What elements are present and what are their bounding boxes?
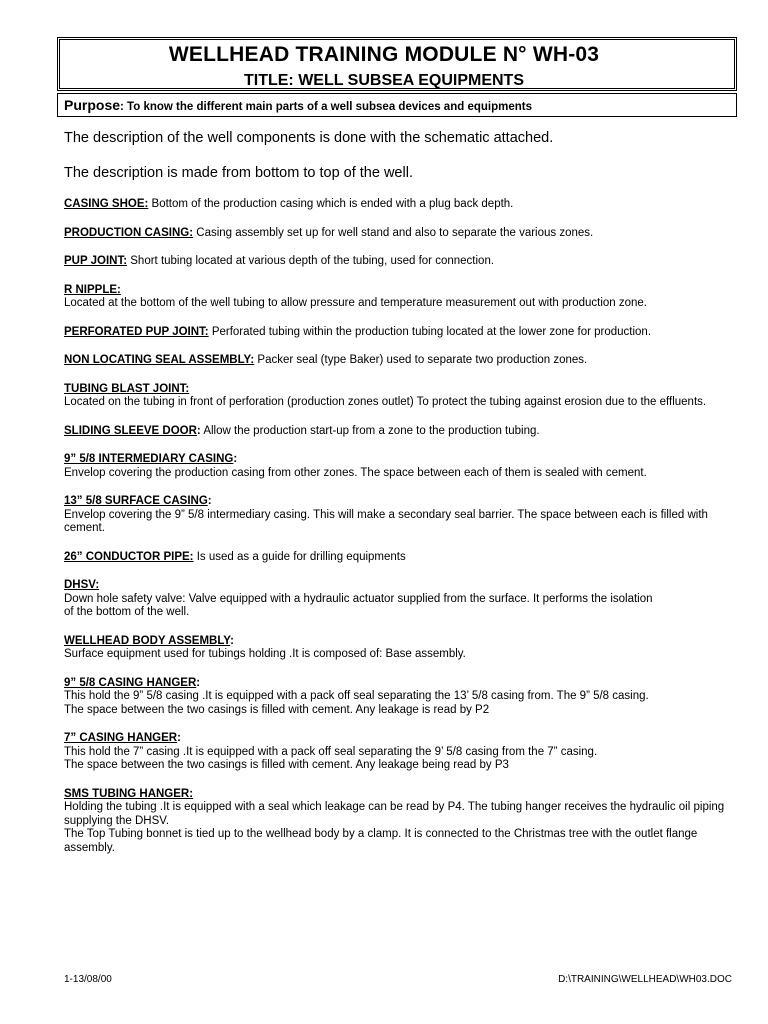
intro-paragraph: The description is made from bottom to top of the well. bbox=[64, 165, 413, 181]
section-desc: Bottom of the production casing which is ended with a plug back depth. bbox=[148, 198, 514, 210]
section-desc: The space between the two casings is filled with cement. Any leakage being read by P3 bbox=[64, 759, 509, 771]
section-wellhead-body bbox=[64, 635, 736, 662]
section-desc: Envelop covering the 9” 5/8 intermediary casing. This will make a secondary seal barrier. The space between each is filled with cement. bbox=[64, 508, 708, 534]
section-colon: : bbox=[196, 424, 201, 437]
section-term: SMS TUBING HANGER: bbox=[64, 787, 194, 800]
section-term: PERFORATED PUP JOINT: bbox=[64, 325, 209, 338]
section-intermediary-casing bbox=[64, 453, 736, 480]
section-sliding-sleeve-door bbox=[64, 425, 736, 439]
section-desc: Holding the tubing .It is equipped with a seal which leakage can be read by P4. The tubing hanger receives the hydraulic oil piping supplying the DHSV. bbox=[64, 801, 725, 827]
section-desc: Casing assembly set up for well stand and also to separate the various zones. bbox=[193, 226, 594, 239]
section-sms-tubing-hanger bbox=[64, 788, 736, 856]
document-subtitle: TITLE: WELL SUBSEA EQUIPMENTS bbox=[243, 72, 524, 89]
section-term: SLIDING SLEEVE DOOR bbox=[64, 424, 197, 437]
section-conductor-pipe bbox=[64, 551, 736, 565]
section-desc: Is used as a guide for drilling equipments bbox=[193, 550, 406, 563]
document-title: WELLHEAD TRAINING MODULE N° WH-03 bbox=[168, 43, 600, 66]
section-term: WELLHEAD BODY ASSEMBLY bbox=[64, 634, 231, 647]
section-term: 13” 5/8 SURFACE CASING bbox=[64, 495, 208, 507]
section-colon: : bbox=[233, 453, 238, 465]
section-term: PUP JOINT: bbox=[64, 255, 128, 267]
section-pup-joint bbox=[64, 255, 736, 269]
section-term: DHSV: bbox=[64, 579, 100, 591]
section-term: CASING SHOE: bbox=[64, 198, 149, 210]
intro-paragraph: The description of the well components is done with the schematic attached. bbox=[64, 130, 554, 146]
purpose-box bbox=[57, 93, 737, 117]
section-desc: Located at the bottom of the well tubing to allow pressure and temperature measurement out with production zone. bbox=[64, 297, 648, 309]
section-colon: : bbox=[230, 634, 234, 647]
section-desc: Surface equipment used for tubings holding .It is composed of: Base assembly. bbox=[64, 648, 466, 660]
footer-file-path: D:\TRAINING\WELLHEAD\WH03.DOC bbox=[558, 974, 732, 985]
section-perforated-pup-joint bbox=[64, 326, 736, 340]
section-term: 7” CASING HANGER bbox=[64, 732, 178, 744]
purpose-text: To know the different main parts of a well subsea devices and equipments bbox=[123, 101, 532, 113]
section-casing-shoe bbox=[64, 198, 736, 212]
section-desc: Envelop covering the production casing from other zones. The space between each of them is sealed with cement. bbox=[64, 466, 647, 479]
purpose-colon: : bbox=[120, 101, 124, 113]
section-non-locating-seal bbox=[64, 354, 736, 368]
section-desc: Short tubing located at various depth of the tubing, used for connection. bbox=[127, 255, 495, 267]
section-dhsv bbox=[64, 579, 736, 620]
section-desc: Located on the tubing in front of perforation (production zones outlet) To protect the tubing against erosion due to the effluents. bbox=[64, 396, 707, 408]
purpose-label: Purpose bbox=[64, 97, 121, 113]
section-desc: This hold the 9” 5/8 casing .It is equipped with a pack off seal separating the 13’ 5/8 casing from. The 9” 5/8 casing. bbox=[64, 690, 649, 702]
section-desc: Down hole safety valve: Valve equipped with a hydraulic actuator supplied from the surface. It performs the isolation bbox=[64, 592, 653, 605]
section-tubing-blast-joint bbox=[64, 383, 736, 410]
section-production-casing bbox=[64, 227, 736, 241]
section-term: 26” CONDUCTOR PIPE: bbox=[64, 550, 194, 563]
section-desc: This hold the 7” casing .It is equipped with a pack off seal separating the 9’ 5/8 casing from the 7” casing. bbox=[64, 745, 598, 758]
section-casing-hanger-958 bbox=[64, 677, 736, 718]
section-desc: The space between the two casings is filled with cement. Any leakage is read by P2 bbox=[64, 703, 490, 716]
section-colon: : bbox=[177, 732, 181, 744]
section-desc: The Top Tubing bonnet is tied up to the wellhead body by a clamp. It is connected to the Christmas tree with the outlet flange assembly. bbox=[64, 828, 698, 854]
section-colon: : bbox=[196, 676, 201, 689]
footer-date: 1-13/08/00 bbox=[64, 974, 112, 985]
section-term: TUBING BLAST JOINT: bbox=[64, 382, 190, 395]
section-casing-hanger-7 bbox=[64, 732, 736, 773]
section-desc: Allow the production start-up from a zone to the production tubing. bbox=[200, 424, 540, 437]
section-term: 9” 5/8 INTERMEDIARY CASING bbox=[64, 453, 234, 465]
section-r-nipple bbox=[64, 284, 736, 311]
section-desc: of the bottom of the well. bbox=[64, 606, 190, 618]
section-desc: Perforated tubing within the production tubing located at the lower zone for production. bbox=[208, 325, 652, 338]
section-colon: : bbox=[207, 495, 212, 507]
section-desc: Packer seal (type Baker) used to separate two production zones. bbox=[254, 354, 588, 366]
section-term: PRODUCTION CASING: bbox=[64, 226, 194, 239]
section-term: 9” 5/8 CASING HANGER bbox=[64, 676, 197, 689]
section-term: NON LOCATING SEAL ASSEMBLY: bbox=[64, 354, 255, 366]
document-body bbox=[64, 130, 736, 870]
section-surface-casing bbox=[64, 495, 736, 536]
section-term: R NIPPLE: bbox=[64, 283, 121, 296]
